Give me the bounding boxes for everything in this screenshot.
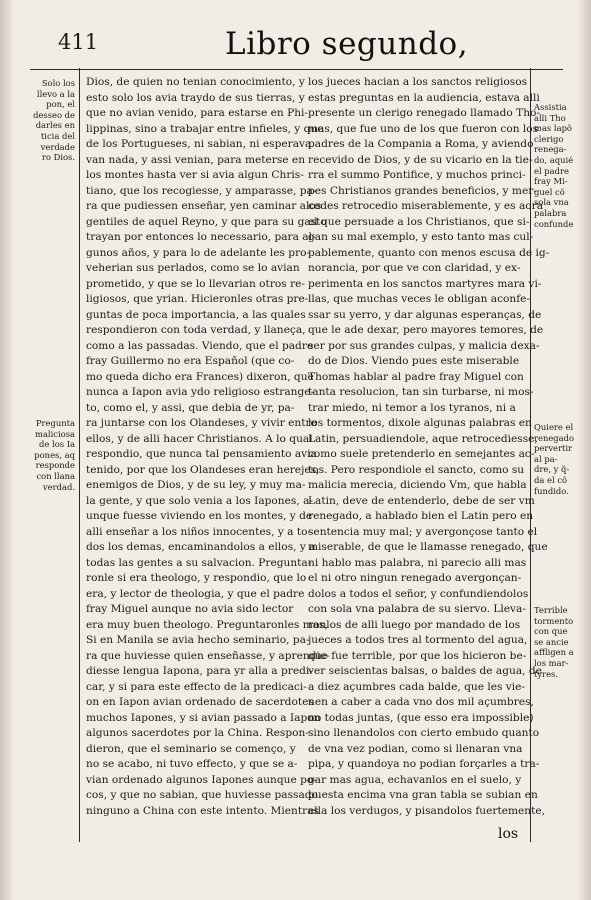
text-line: renegado, a hablado bien el Latin pero en xyxy=(308,510,534,522)
text-line: ra que huviesse quien enseñasse, y aprendie- xyxy=(86,649,330,662)
text-line: van nada, y assi venian, para meterse en xyxy=(86,153,306,166)
text-line: respondieron con toda verdad, y llaneça, xyxy=(86,324,306,336)
text-line: el padre xyxy=(534,165,569,176)
text-line: ver seiscientas balsas, o baldes de agua, de xyxy=(308,665,542,677)
text-line: veherian sus perlados, como se lo avian xyxy=(86,262,300,274)
text-line: ssar su yerro, y dar algunas esperanças, de xyxy=(308,308,542,321)
text-line: todas las gentes a su salvacion. Pregunta- xyxy=(86,556,312,569)
left-margin-rule xyxy=(79,68,80,842)
text-line: Assistia xyxy=(534,102,567,112)
text-line: cedes retrocedio miserablemente, y es aora xyxy=(308,200,544,212)
text-line: jueces a todos tres al tormento del agua, xyxy=(308,634,528,646)
text-line: cos, y que no sabian, que huviesse passado xyxy=(86,789,318,801)
text-line: guntas de poca importancia, a las quales xyxy=(86,308,306,321)
text-line: mas lapõ xyxy=(534,123,572,134)
text-line: los tormentos, dixole algunas palabras en xyxy=(308,417,532,429)
text-line: con sola vna palabra de su siervo. Lleva- xyxy=(308,603,526,615)
text-line: algunos sacerdotes por la China. Respon- xyxy=(86,727,309,739)
text-line: con llana xyxy=(36,470,75,481)
text-line: do de Dios. Viendo pues este miserable xyxy=(308,355,520,367)
text-line: ra que pudiessen enseñar, yen caminar alos xyxy=(86,200,322,212)
text-line: da el cõ xyxy=(534,474,568,485)
text-line: trayan por entonces lo necessario, para al- xyxy=(86,231,316,243)
text-line: era, y lector de theologia, y que el padre xyxy=(86,587,305,600)
text-line: puesta encima vna gran tabla se subian en xyxy=(308,789,538,801)
text-line: recevido de Dios, y de su vicario en la tie- xyxy=(308,153,533,166)
text-line: Latin, deve de entenderlo, debe de ser vm xyxy=(308,494,535,507)
text-line: sola vna xyxy=(534,197,569,208)
text-line: Quiere el xyxy=(534,422,574,432)
text-line: mo queda dicho era Frances) dixeron, que xyxy=(86,370,314,383)
text-line: ella los verdugos, y pisandolos fuertemente, xyxy=(308,804,546,817)
text-line: ro Dios. xyxy=(41,152,75,163)
margin-note-left-2 xyxy=(18,418,75,492)
text-line: car, y si para este effecto de la predicaci- xyxy=(86,680,307,693)
text-line: los montes hasta ver si avia algun Chris- xyxy=(86,169,304,181)
text-line: maliciosa xyxy=(35,428,75,439)
text-line: llas, que muchas veces le obligan aconfe- xyxy=(308,293,530,305)
text-line: trar miedo, ni temor a los tyranos, ni a xyxy=(308,401,516,414)
text-line: prometido, y que se lo llevarian otros re- xyxy=(86,277,305,290)
text-line: de los Ia xyxy=(39,439,75,450)
text-line: pipa, y quandoya no podian forçarles a tra- xyxy=(308,758,540,770)
text-line: Solo los xyxy=(41,78,75,88)
text-line: rra el summo Pontifice, y muchos princi- xyxy=(308,169,526,181)
text-column-left xyxy=(86,75,330,819)
text-line: malicia merecia, diciendo Vm, que habla xyxy=(308,479,527,491)
text-line: padres de la Compania a Roma, y aviendo xyxy=(308,138,534,150)
running-head: Libro segundo, xyxy=(225,26,469,62)
text-line: ronlos de alli luego por mandado de los xyxy=(308,618,521,631)
text-line: fray Guillermo no era Español (que co- xyxy=(86,355,295,367)
text-line: como suele pretenderlo en semejantes ac- xyxy=(308,448,535,460)
text-line: pon, el xyxy=(46,99,75,110)
text-line: se ancie xyxy=(534,636,569,647)
text-line: era muy buen theologo. Preguntaronles mas, xyxy=(86,618,328,631)
text-line: gar mas agua, echavanlos en el suelo, y xyxy=(308,773,522,786)
text-line: palabra xyxy=(534,207,567,218)
text-line: dre, y q̃- xyxy=(534,464,570,475)
text-line: dieron, que el seminario se començo, y xyxy=(86,742,296,755)
text-line: mas, que fue uno de los que fueron con los xyxy=(308,122,539,135)
text-line: no se acabo, ni tuvo effecto, y que se a- xyxy=(86,758,298,770)
text-line: unque fuesse viviendo en los montes, y de xyxy=(86,510,313,522)
text-line: on en Iapon avian ordenado de sacerdotes xyxy=(86,696,314,708)
text-line: respondio, que nunca tal pensamiento avia xyxy=(86,448,317,460)
margin-note-left-1 xyxy=(18,78,75,163)
text-line: ronle si era theologo, y respondio, que lo xyxy=(86,572,307,584)
text-line: confunde xyxy=(534,218,574,229)
text-line: verdade xyxy=(40,141,75,152)
text-line: el ni otro ningun renegado avergonçan- xyxy=(308,572,522,584)
text-line: de los Portugueses, ni sabian, ni esperava xyxy=(86,138,312,150)
margin-note-right-2 xyxy=(534,422,582,496)
text-line: Terrible xyxy=(534,605,568,615)
text-line: pablemente, quanto con menos escusa de ig- xyxy=(308,246,550,259)
text-line: Si en Manila se avia hecho seminario, pa- xyxy=(86,634,310,646)
text-line: fundido. xyxy=(534,485,569,496)
text-line: tos. Pero respondiole el sancto, como su xyxy=(308,463,525,476)
text-line: tenido, por que los Olandeses eran herejes, xyxy=(86,463,320,476)
text-line: ni hablo mas palabra, ni parecio alli mas xyxy=(308,556,527,569)
text-line: tanta resolucion, tan sin turbarse, ni mos- xyxy=(308,386,534,398)
text-line: fray Miguel aunque no avia sido lector xyxy=(86,603,294,615)
header-rule xyxy=(30,69,563,70)
text-line: dolos a todos el señor, y confundiendolos xyxy=(308,587,529,600)
text-line: ticia del xyxy=(40,130,75,141)
text-line: la gente, y que solo venia a los Iapones, a- xyxy=(86,494,313,507)
text-line: dos los demas, encaminandolos a ellos, y a xyxy=(86,541,316,553)
text-line: darles en xyxy=(35,120,75,131)
text-line: estas preguntas en la audiencia, estava alli xyxy=(308,91,540,104)
text-line: clerigo xyxy=(534,133,564,144)
text-line: gentiles de aquel Reyno, y que para su gasto xyxy=(86,215,327,228)
text-line: presente un clerigo renegado llamado Tho- xyxy=(308,107,540,119)
text-line: de vna vez podian, como si llenaran vna xyxy=(308,742,523,755)
text-line: no todas juntas, (que esso era impossible) xyxy=(308,711,534,724)
catchword: los xyxy=(498,826,519,842)
text-line: que fue terrible, por que los hicieron be- xyxy=(308,649,527,662)
text-line: el que persuade a los Christianos, que si- xyxy=(308,215,530,228)
text-line: a diez açumbres cada balde, que les vie- xyxy=(308,680,526,693)
text-line: que le ade dexar, pero mayores temores, de xyxy=(308,324,544,336)
text-line: alli enseñar a los niños innocentes, y a to- xyxy=(86,525,312,538)
text-line: Pregunta xyxy=(35,418,75,428)
text-line: ninguno a China con este intento. Mientras xyxy=(86,804,319,817)
text-line: sino llenandolos con cierto embudo quanto xyxy=(308,727,540,739)
text-line: ser por sus grandes culpas, y malicia dexa- xyxy=(308,339,540,352)
text-line: renega- xyxy=(534,144,567,155)
text-line: Latin, persuadiendole, aque retrocediesse, xyxy=(308,432,538,445)
text-line: sentencia muy mal; y avergonçose tanto el xyxy=(308,525,538,538)
text-line: miserable, de que le llamasse renegado, que xyxy=(308,541,548,553)
text-line: tyres. xyxy=(534,668,559,679)
page-number: 411 xyxy=(58,30,99,54)
text-line: to, como el, y assi, que debia de yr, pa- xyxy=(86,401,295,414)
text-line: esto solo los avia traydo de sus tierras, y xyxy=(86,91,305,104)
text-line: los jueces hacian a los sanctos religiosos xyxy=(308,76,528,88)
text-line: gunos años, y para lo de adelante les pro- xyxy=(86,246,311,259)
text-line: pes Christianos grandes beneficios, y mer- xyxy=(308,184,537,197)
text-line: norancia, por que ve con claridad, y ex- xyxy=(308,262,521,274)
text-line: llevo a la xyxy=(36,88,75,99)
text-line: ellos, y de alli hacer Christianos. A lo qual xyxy=(86,432,313,445)
text-line: vian ordenado algunos Iapones aunque po- xyxy=(86,773,317,786)
text-line: gan su mal exemplo, y esto tanto mas cul- xyxy=(308,231,534,243)
text-line: fray Mi- xyxy=(534,176,568,187)
text-line: como a las passadas. Viendo, que el padre xyxy=(86,339,314,352)
text-line: pervertir xyxy=(534,443,573,454)
text-line: verdad. xyxy=(42,481,75,492)
text-line: tiano, que los recogiesse, y amparasse, pa- xyxy=(86,184,317,197)
text-line: ligiosos, que yrian. Hicieronles otras pre- xyxy=(86,293,309,305)
text-line: nen a caber a cada vno dos mil açumbres, xyxy=(308,696,534,708)
text-line: guel cõ xyxy=(534,186,565,197)
text-line: affligen a xyxy=(534,647,574,658)
text-line: nunca a Iapon avia ydo religioso estrange- xyxy=(86,386,315,398)
text-line: alli Tho xyxy=(534,112,566,123)
text-line: Thomas hablar al padre fray Miguel con xyxy=(308,370,524,383)
text-line: lippinas, sino a trabajar entre infieles, y que xyxy=(86,122,324,135)
page-gutter-shadow xyxy=(0,0,14,900)
text-line: do, aquié xyxy=(534,154,574,165)
text-line: muchos Iapones, y si avian passado a Iapon xyxy=(86,711,321,724)
text-line: Dios, de quien no tenian conocimiento, y xyxy=(86,76,305,88)
text-line: al pa- xyxy=(534,453,558,464)
text-line: los mar- xyxy=(534,657,569,668)
text-line: con que xyxy=(534,626,568,637)
text-line: enemigos de Dios, y de su ley, y muy ma- xyxy=(86,479,306,491)
text-line: que no avian venido, para estarse en Phi- xyxy=(86,107,309,119)
text-line: ra juntarse con los Olandeses, y vivir entre xyxy=(86,417,317,429)
text-line: responde xyxy=(35,460,75,471)
text-line: diesse lengua Iapona, para yr alla a predi- xyxy=(86,665,313,677)
text-line: renegado xyxy=(534,432,575,443)
text-line: pones, aq xyxy=(34,449,75,460)
text-line: tormento xyxy=(534,615,574,626)
text-line: desseo de xyxy=(33,109,75,120)
text-line: perimenta en los sanctos martyres mara vi- xyxy=(308,277,542,290)
